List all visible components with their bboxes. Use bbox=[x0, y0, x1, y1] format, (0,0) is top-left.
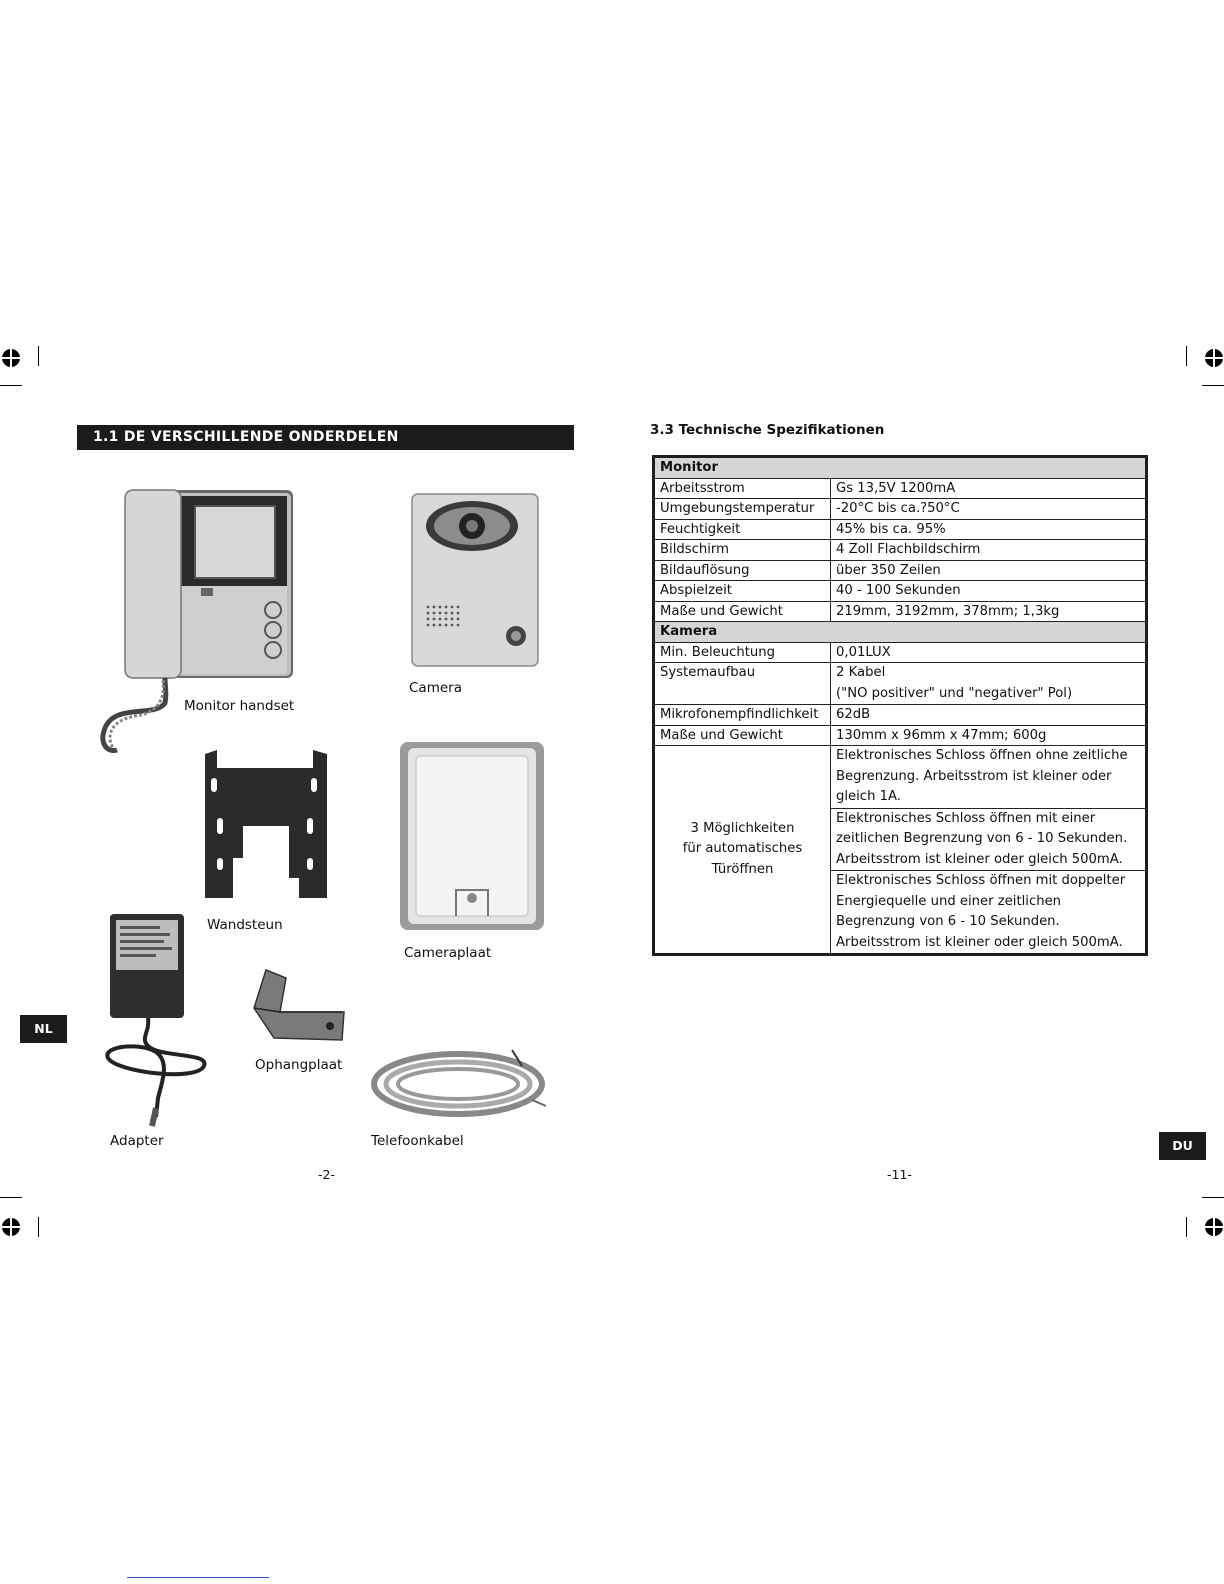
language-tab-du: DU bbox=[1159, 1132, 1206, 1160]
spec-value: 62dB bbox=[831, 705, 1147, 726]
spec-value: 130mm x 96mm x 47mm; 600g bbox=[831, 725, 1147, 746]
caption-monitor-handset: Monitor handset bbox=[184, 698, 295, 714]
page-number-left: -2- bbox=[318, 1167, 335, 1182]
spec-label: Bildschirm bbox=[654, 540, 831, 561]
option-line: Elektronisches Schloss öffnen mit doppelter bbox=[836, 873, 1126, 888]
telefoonkabel-image bbox=[372, 1048, 548, 1120]
registration-mark-bottom-right bbox=[1205, 1218, 1223, 1236]
crop-mark bbox=[1186, 346, 1187, 366]
option-line: Begrenzung. Arbeitsstrom ist kleiner oder bbox=[836, 768, 1112, 784]
spec-label: Maße und Gewicht bbox=[654, 725, 831, 746]
option-line: Elektronisches Schloss öffnen ohne zeitliche bbox=[836, 748, 1128, 763]
table-row bbox=[654, 560, 1147, 581]
spec-label: Mikrofonempfindlichkeit bbox=[654, 705, 831, 726]
group-kamera: Kamera bbox=[654, 622, 1147, 643]
registration-mark-top-right bbox=[1205, 349, 1223, 367]
option-3 bbox=[831, 871, 1147, 955]
spec-table bbox=[652, 455, 1148, 956]
crop-mark bbox=[38, 1217, 39, 1237]
table-row bbox=[654, 746, 1147, 809]
table-row bbox=[654, 705, 1147, 726]
caption-adapter: Adapter bbox=[110, 1133, 164, 1149]
camera-image bbox=[410, 492, 540, 670]
spec-value-line: ("NO positiver" und "negativer" Pol) bbox=[836, 685, 1073, 701]
option-line: Arbeitsstrom ist kleiner oder gleich 500mA. bbox=[836, 934, 1123, 950]
caption-wandsteun: Wandsteun bbox=[207, 917, 283, 933]
crop-mark bbox=[1186, 1217, 1187, 1237]
spec-label: Maße und Gewicht bbox=[654, 601, 831, 622]
ophangplaat-image bbox=[250, 968, 350, 1048]
caption-camera: Camera bbox=[409, 680, 462, 696]
table-row bbox=[654, 725, 1147, 746]
registration-mark-bottom-left bbox=[2, 1218, 20, 1236]
spec-label: Abspielzeit bbox=[654, 581, 831, 602]
option-2 bbox=[831, 808, 1147, 871]
spec-label: Systemaufbau bbox=[654, 663, 831, 705]
option-line: Arbeitsstrom ist kleiner oder gleich 500mA. bbox=[836, 851, 1123, 867]
spec-value: 4 Zoll Flachbildschirm bbox=[831, 540, 1147, 561]
table-row bbox=[654, 663, 1147, 705]
table-row bbox=[654, 478, 1147, 499]
page-number-right: -11- bbox=[887, 1167, 912, 1182]
spec-label: Umgebungstemperatur bbox=[654, 499, 831, 520]
table-row bbox=[654, 540, 1147, 561]
crop-mark bbox=[0, 1197, 22, 1198]
table-row bbox=[654, 642, 1147, 663]
caption-cameraplaat: Cameraplaat bbox=[404, 945, 492, 961]
table-row bbox=[654, 581, 1147, 602]
spec-label: Arbeitsstrom bbox=[654, 478, 831, 499]
spec-value: 0,01LUX bbox=[831, 642, 1147, 663]
caption-ophangplaat: Ophangplaat bbox=[255, 1057, 343, 1073]
options-label-line: Türöffnen bbox=[711, 861, 774, 877]
wandsteun-image bbox=[203, 748, 333, 900]
spec-label: Min. Beleuchtung bbox=[654, 642, 831, 663]
options-label-line: 3 Möglichkeiten bbox=[690, 820, 795, 836]
caption-telefoonkabel: Telefoonkabel bbox=[371, 1133, 464, 1149]
options-label bbox=[654, 746, 831, 955]
spec-value: 45% bis ca. 95% bbox=[831, 519, 1147, 540]
options-label-line: für automatisches bbox=[682, 841, 803, 857]
table-row bbox=[654, 622, 1147, 643]
spec-value: 40 - 100 Sekunden bbox=[831, 581, 1147, 602]
monitor-handset-image bbox=[95, 488, 305, 763]
option-1 bbox=[831, 746, 1147, 809]
crop-mark bbox=[38, 346, 39, 366]
option-line: Energiequelle und einer zeitlichen bbox=[836, 893, 1062, 909]
crop-mark bbox=[0, 385, 22, 386]
option-line: gleich 1A. bbox=[836, 789, 901, 804]
spec-value: Gs 13,5V 1200mA bbox=[831, 478, 1147, 499]
spec-label: Feuchtigkeit bbox=[654, 519, 831, 540]
language-tab-nl: NL bbox=[20, 1015, 67, 1043]
table-row bbox=[654, 499, 1147, 520]
crop-mark bbox=[1202, 385, 1224, 386]
table-row bbox=[654, 519, 1147, 540]
option-line: Begrenzung von 6 - 10 Sekunden. bbox=[836, 914, 1060, 929]
spec-value: -20°C bis ca.?50°C bbox=[831, 499, 1147, 520]
crop-mark bbox=[1202, 1197, 1224, 1198]
option-line: zeitlichen Begrenzung von 6 - 10 Sekunden. bbox=[836, 831, 1128, 846]
spec-label: Bildauflösung bbox=[654, 560, 831, 581]
cameraplaat-image bbox=[398, 740, 546, 932]
spec-value bbox=[831, 663, 1147, 705]
spec-value: 219mm, 3192mm, 378mm; 1,3kg bbox=[831, 601, 1147, 622]
registration-mark-top-left bbox=[2, 349, 20, 367]
spec-value: über 350 Zeilen bbox=[831, 560, 1147, 581]
footnote-rule bbox=[127, 1577, 269, 1578]
spec-value-line: 2 Kabel bbox=[836, 665, 886, 680]
group-monitor: Monitor bbox=[654, 457, 1147, 479]
adapter-image bbox=[100, 912, 215, 1127]
table-row bbox=[654, 601, 1147, 622]
option-line: Elektronisches Schloss öffnen mit einer bbox=[836, 810, 1096, 826]
table-row bbox=[654, 457, 1147, 479]
section-title: 1.1 DE VERSCHILLENDE ONDERDELEN bbox=[77, 425, 574, 450]
spec-heading: 3.3 Technische Spezifikationen bbox=[650, 422, 885, 438]
